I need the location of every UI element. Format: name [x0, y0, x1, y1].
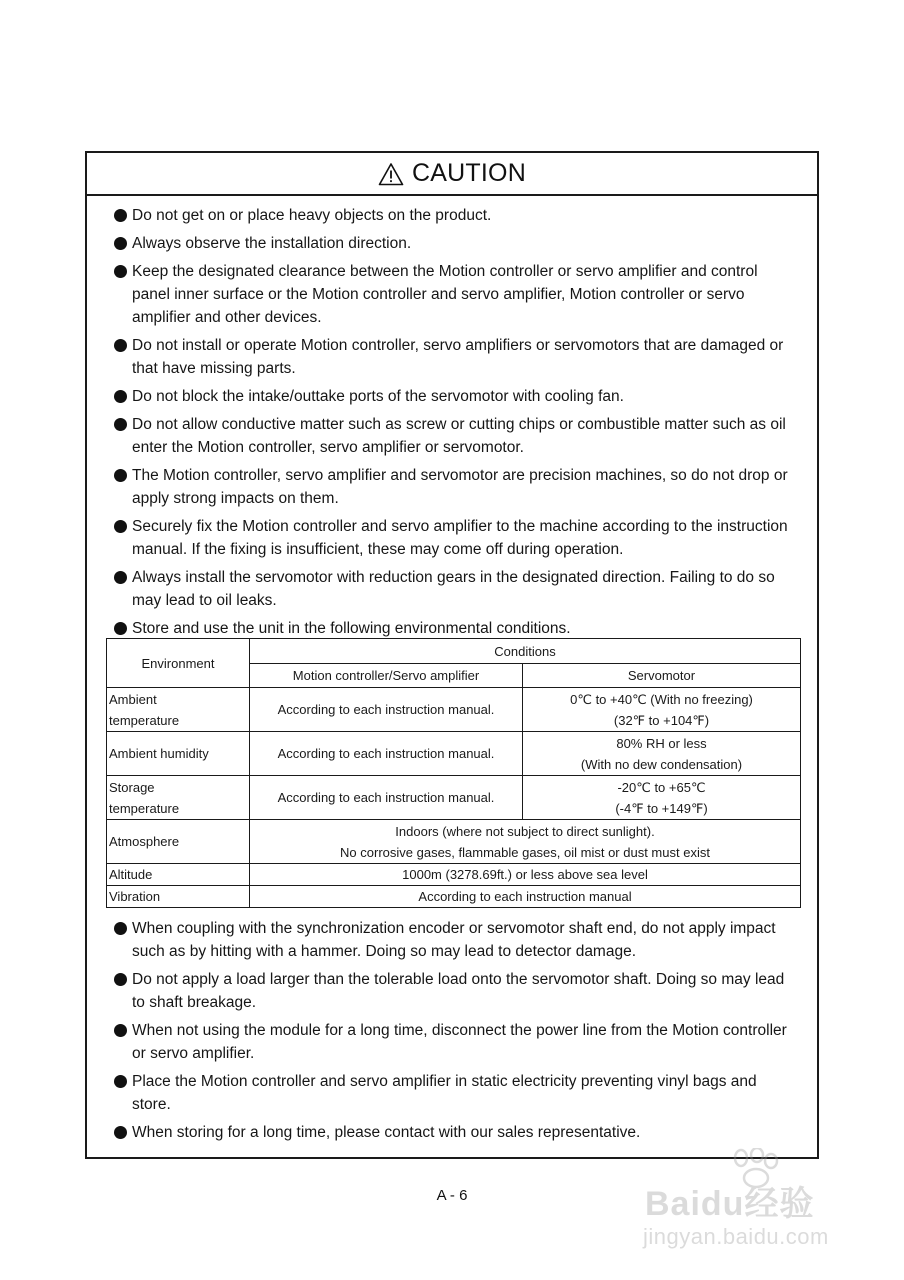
bullet-dot-icon	[114, 209, 127, 222]
environment-table	[106, 638, 801, 908]
list-item: Place the Motion controller and servo amplifier in static electricity preventing vinyl bags and store.	[114, 1070, 794, 1116]
list-item: When storing for a long time, please contact with our sales representative.	[114, 1121, 794, 1144]
bullet-dot-icon	[114, 973, 127, 986]
bullet-dot-icon	[114, 622, 127, 635]
caution-list-bottom	[114, 917, 794, 1149]
warning-triangle-icon	[378, 162, 404, 186]
list-item: Do not apply a load larger than the tolerable load onto the servomotor shaft. Doing so may lead to shaft breakage.	[114, 968, 794, 1014]
table-row: Ambient humidity According to each instruction manual. 80% RH or less (With no dew condensation)	[107, 732, 801, 776]
bullet-dot-icon	[114, 520, 127, 533]
bullet-dot-icon	[114, 571, 127, 584]
caution-list-top	[114, 204, 794, 645]
list-item: Always observe the installation direction.	[114, 232, 794, 255]
caution-title: CAUTION	[412, 159, 526, 187]
list-item: Keep the designated clearance between the Motion controller or servo amplifier and control panel inner surface or the Motion controller and servo amplifier, Motion controller or servo amplifier and other devices.	[114, 260, 794, 329]
header-conditions: Conditions	[250, 639, 801, 664]
list-item: The Motion controller, servo amplifier and servomotor are precision machines, so do not drop or apply strong impacts on them.	[114, 464, 794, 510]
bullet-dot-icon	[114, 1126, 127, 1139]
list-item: Do not allow conductive matter such as screw or cutting chips or combustible matter such as oil enter the Motion controller, servo amplifier or servomotor.	[114, 413, 794, 459]
baidu-watermark	[615, 1148, 865, 1268]
bullet-dot-icon	[114, 469, 127, 482]
table-row: Atmosphere Indoors (where not subject to direct sunlight). No corrosive gases, flammable gases, oil mist or dust must exist	[107, 820, 801, 864]
list-item: Always install the servomotor with reduction gears in the designated direction. Failing to do so may lead to oil leaks.	[114, 566, 794, 612]
list-item: Do not install or operate Motion controller, servo amplifiers or servomotors that are damaged or that have missing parts.	[114, 334, 794, 380]
bullet-dot-icon	[114, 1075, 127, 1088]
bullet-dot-icon	[114, 1024, 127, 1037]
table-row: Storage temperature According to each instruction manual. -20℃ to +65℃ (-4℉ to +149℉)	[107, 776, 801, 820]
bullet-dot-icon	[114, 418, 127, 431]
list-item: When coupling with the synchronization encoder or servomotor shaft end, do not apply impact such as by hitting with a hammer. Doing so may lead to detector damage.	[114, 917, 794, 963]
bullet-dot-icon	[114, 390, 127, 403]
bullet-dot-icon	[114, 922, 127, 935]
page-number: A - 6	[436, 1187, 468, 1204]
table-row: Ambient temperature According to each instruction manual. 0℃ to +40℃ (With no freezing) (32℉ to +104℉)	[107, 688, 801, 732]
table-row: Vibration According to each instruction manual	[107, 886, 801, 908]
bullet-dot-icon	[114, 237, 127, 250]
header-environment: Environment	[107, 639, 250, 688]
list-item: Do not block the intake/outtake ports of the servomotor with cooling fan.	[114, 385, 794, 408]
caution-box	[85, 151, 819, 1159]
watermark-brand: Baidu经验	[645, 1185, 815, 1223]
header-motion-controller: Motion controller/Servo amplifier	[250, 664, 523, 688]
caution-header	[87, 153, 817, 196]
list-item: Securely fix the Motion controller and servo amplifier to the machine according to the instruction manual. If the fixing is insufficient, these may come off during operation.	[114, 515, 794, 561]
list-item: When not using the module for a long time, disconnect the power line from the Motion controller or servo amplifier.	[114, 1019, 794, 1065]
header-servomotor: Servomotor	[523, 664, 801, 688]
watermark-url: jingyan.baidu.com	[643, 1224, 829, 1249]
table-row: Altitude 1000m (3278.69ft.) or less above sea level	[107, 864, 801, 886]
bullet-dot-icon	[114, 265, 127, 278]
list-item: Store and use the unit in the following environmental conditions.	[114, 617, 794, 640]
bullet-dot-icon	[114, 339, 127, 352]
list-item: Do not get on or place heavy objects on the product.	[114, 204, 794, 227]
